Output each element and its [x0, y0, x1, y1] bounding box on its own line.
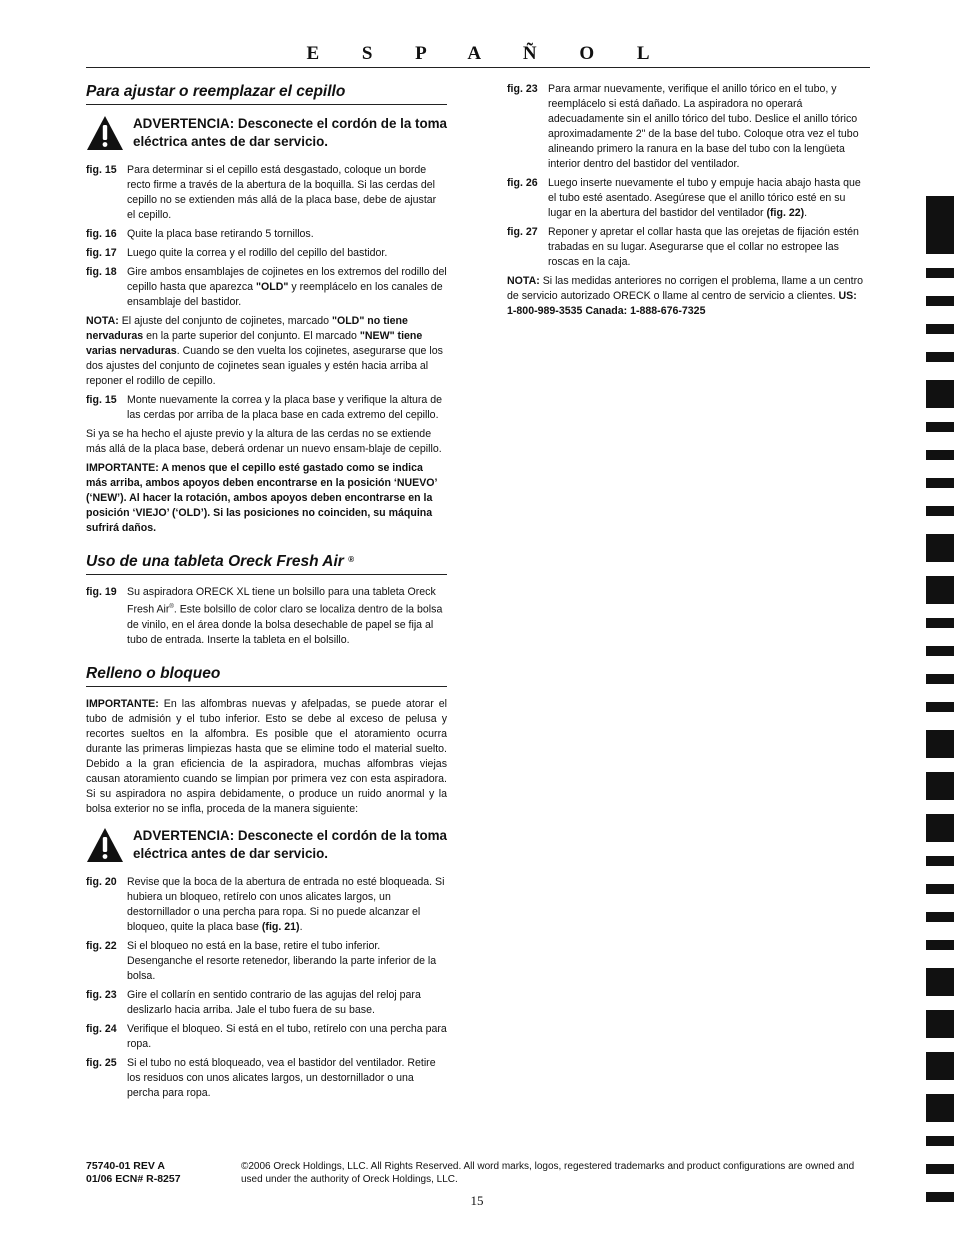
- fig-item: [507, 225, 867, 270]
- fig-label: fig. 23: [507, 83, 538, 95]
- edge-tab: [926, 478, 954, 488]
- fig-item: [86, 875, 447, 935]
- warning-text: ADVERTENCIA: Desconecte el cordón de la toma eléctrica antes de dar servicio.: [133, 116, 447, 149]
- fig-item: [86, 163, 447, 223]
- edge-tab: [926, 1136, 954, 1146]
- edge-tab: [926, 268, 954, 278]
- section-title-brush: Para ajustar o reemplazar el cepillo: [86, 82, 447, 105]
- fig-text: Para armar nuevamente, verifique el anillo tórico en el tubo, y reemplácelo si está dañado. La aspiradora no operará adecuadamente sin el anillo tórico del tubo. Deslice el anillo tórico aproximadamente 2" de la base del tubo. Coloque otra vez el tubo alineando primero la ranura en la base del tubo con la lengüeta interior dentro del bastidor del ventilador.: [548, 83, 859, 170]
- fig-label: fig. 15: [86, 164, 117, 176]
- edge-tab: [926, 352, 954, 362]
- edge-tab: [926, 450, 954, 460]
- fig-item: [86, 1056, 447, 1101]
- fig-text: Si el bloqueo no está en la base, retire el tubo inferior. Desenganche el resorte retenedor, liberando la parte inferior de la bolsa.: [127, 939, 437, 982]
- edge-tab: [926, 324, 954, 334]
- edge-tab-block: [926, 814, 954, 842]
- fig-label: fig. 25: [86, 1056, 117, 1069]
- fig-item: [86, 246, 447, 261]
- left-column: [86, 82, 447, 1105]
- page-number: 15: [470, 1193, 484, 1208]
- edge-tab-block: [926, 1094, 954, 1122]
- note-paragraph: NOTA: El ajuste del conjunto de cojinetes, marcado "OLD" no tiene nervaduras en la parte superior del conjunto. El marcado "NEW" tiene varias nervaduras. Cuando se den vuelta los cojinetes, asegurarse que los dos ajustes del conjunto de cojinetes sean iguales y estén hacia arriba al reponer el rodillo de cepillo.: [86, 315, 443, 387]
- section-title-clog: Relleno o bloqueo: [86, 664, 447, 687]
- edge-tab-large: [926, 196, 954, 254]
- warning-triangle-icon: [86, 827, 124, 863]
- fig-text: Si el tubo no está bloqueado, vea el bastidor del ventilador. Retire los residuos con unos alicates largos, un destornillador o una percha para ropa.: [127, 1056, 436, 1099]
- important-paragraph: IMPORTANTE: A menos que el cepillo esté gastado como se indica más arriba, ambos apoyos deben encontrarse en la posición ‘NUEVO’ (‘NEW’). Al hacer la rotación, ambos apoyos deben encontrarse en la posición ‘VIEJO’ (‘OLD’). Si las posiciones no coinciden, su máquina sufrirá daños.: [86, 462, 437, 534]
- fig-text: Luego quite la correa y el rodillo del cepillo del bastidor.: [127, 247, 388, 259]
- fig-text: Quite la placa base retirando 5 tornillos.: [127, 228, 314, 240]
- edge-tab: [926, 296, 954, 306]
- fig-item: [507, 176, 867, 221]
- fig-text: Monte nuevamente la correa y la placa base y verifique la altura de las cerdas por arriba de la placa base en cada extremo del cepillo.: [127, 394, 443, 421]
- fig-item: [86, 227, 447, 242]
- edge-tab: [926, 912, 954, 922]
- fig-item: [86, 1022, 447, 1052]
- copyright-notice: ©2006 Oreck Holdings, LLC. All Rights Reserved. All word marks, logos, regestered trademarks and product configurations are owned and used under the authority of Oreck Holdings, LLC.: [241, 1161, 855, 1185]
- fig-text: Revise que la boca de la abertura de entrada no esté bloqueada. Si hubiera un bloqueo, retírelo con unos alicates largos, un destornillador o una percha para ropa. Si no puede alcanzar el bloqueo, quite la placa base (fig. 21).: [127, 875, 445, 933]
- edge-tab-block: [926, 576, 954, 604]
- fig-label: fig. 26: [507, 177, 538, 189]
- edge-tab: [926, 940, 954, 950]
- fig-item: [86, 585, 447, 648]
- fig-text: Gire el collarín en sentido contrario de las agujas del reloj para deslizarlo hacia arriba. Jale el tubo fuera de su base.: [127, 988, 421, 1016]
- warning-text: ADVERTENCIA: Desconecte el cordón de la toma eléctrica antes de dar servicio.: [133, 827, 447, 861]
- fig-item: [86, 265, 447, 310]
- section-title-fresh-air: Uso de una tableta Oreck Fresh Air ®: [86, 552, 447, 575]
- fig-label: fig. 18: [86, 266, 117, 278]
- edge-tab: [926, 506, 954, 516]
- fig-text: Para determinar si el cepillo está desgastado, coloque un borde recto firme a través de la abertura de la boquilla. Si las cerdas del cepillo no se extienden más allá de la placa base, debe de ajustar el cepillo.: [127, 164, 437, 221]
- edge-tab: [926, 702, 954, 712]
- phone-numbers: US: 1-800-989-3535 Canada: 1-888-676-7325: [507, 290, 857, 317]
- fig-label: fig. 23: [86, 988, 117, 1001]
- fig-text: Gire ambos ensamblajes de cojinetes en los extremos del rodillo del cepillo hasta que aparezca "OLD" y reemplácelo en los canales de ensamblaje del bastidor.: [127, 266, 447, 308]
- fig-label: fig. 15: [86, 394, 117, 406]
- fig-text: Reponer y apretar el collar hasta que las orejetas de fijación estén trabadas en su lugar. Asegurarse que el collar no estropee las roscas en la caja.: [548, 226, 859, 268]
- fig-label: fig. 22: [86, 939, 117, 952]
- edge-tab-block: [926, 534, 954, 562]
- important-paragraph: IMPORTANTE: En las alfombras nuevas y afelpadas, se puede atorar el tubo de admisión y el tubo inferior. Esto se debe al exceso de pelusa y recortes sueltos en la alfombra. Es posible que el atoramiento ocurra durante las primeras limpiezas hasta que se elimine todo el material suelto. Debido a la gran eficiencia de la aspiradora, muchas alfombras viejas causan atoramiento cuando se limpian por primera vez con esta aspiradora. Si su aspiradora no aspira debidamente, o produce un ruido anormal y la bolsa exterior no se infla, proceda de la manera siguiente:: [86, 697, 447, 815]
- edge-tab-block: [926, 772, 954, 800]
- warning-triangle-icon: [86, 115, 124, 151]
- page-header: [86, 40, 870, 68]
- edge-tab-block: [926, 1010, 954, 1038]
- fig-item: [86, 988, 447, 1018]
- fig-label: fig. 16: [86, 228, 117, 240]
- edge-tab: [926, 646, 954, 656]
- edge-tab: [926, 1192, 954, 1202]
- warning-box: [86, 115, 447, 151]
- right-column: [507, 82, 867, 323]
- edge-tab: [926, 618, 954, 628]
- edge-tab-block: [926, 1052, 954, 1080]
- fig-text: Su aspiradora ORECK XL tiene un bolsillo para una tableta Oreck Fresh Air®. Este bolsillo de color claro se localiza dentro de la bolsa de vinilo, en el área donde la bolsa desechable de papel se fija al tubo de entrada. Inserte la tableta en el bolsillo.: [127, 586, 443, 646]
- edge-tab: [926, 422, 954, 432]
- edge-tab: [926, 1164, 954, 1174]
- fig-text: Verifique el bloqueo. Si está en el tubo, retírelo con una percha para ropa.: [127, 1022, 447, 1050]
- fig-label: fig. 17: [86, 247, 117, 259]
- fig-item: [86, 393, 447, 423]
- edge-tab-block: [926, 380, 954, 408]
- fig-text: Luego inserte nuevamente el tubo y empuje hacia abajo hasta que el tubo esté asentado. Asegúrese que el anillo tórico esté en su lugar en la abertura del bastidor del ventilador (fig. 22).: [548, 177, 861, 219]
- warning-box: [86, 827, 447, 863]
- note-paragraph: NOTA: Si las medidas anteriores no corrigen el problema, llame a un centro de servicio autorizado ORECK o llame al centro de servicio a clientes. US: 1-800-989-3535 Canada: 1-888-676-7325: [507, 275, 864, 317]
- fig-label: fig. 19: [86, 586, 117, 598]
- edge-tab: [926, 856, 954, 866]
- fig-label: fig. 27: [507, 226, 538, 238]
- edge-tab-block: [926, 968, 954, 996]
- language-title: E S P A Ñ O L: [306, 43, 669, 64]
- fig-item: [86, 939, 447, 984]
- document-code: 75740-01 REV A 01/06 ECN# R-8257: [86, 1160, 181, 1185]
- edge-tab: [926, 884, 954, 894]
- edge-tab: [926, 674, 954, 684]
- fig-item: [507, 82, 867, 172]
- fig-label: fig. 20: [86, 875, 117, 888]
- fig-label: fig. 24: [86, 1022, 117, 1035]
- edge-tab-block: [926, 730, 954, 758]
- body-paragraph: Si ya se ha hecho el ajuste previo y la altura de las cerdas no se extiende más allá de la placa base, deberá ordenar un nuevo ensam-blaje de cepillo.: [86, 428, 442, 455]
